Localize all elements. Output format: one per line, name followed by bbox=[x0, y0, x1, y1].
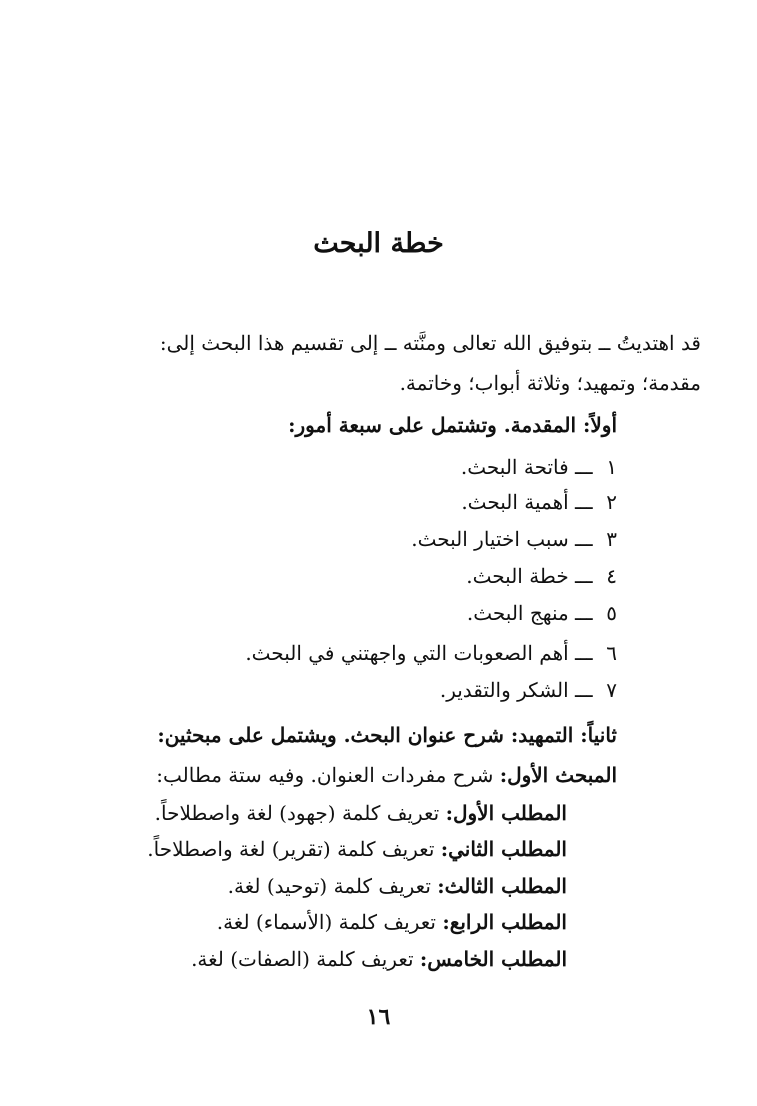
matlab-item bbox=[217, 907, 567, 937]
matlab-text: تعريف كلمة (توحيد) لغة. bbox=[227, 874, 431, 898]
matlab-label: المطلب الثالث: bbox=[437, 874, 567, 898]
matlab-label: المطلب الأول: bbox=[445, 801, 567, 825]
matlab-label: المطلب الثاني: bbox=[440, 837, 567, 861]
item-text: خطة البحث. bbox=[466, 564, 569, 588]
mabhath-text: شرح مفردات العنوان. وفيه ستة مطالب: bbox=[156, 763, 494, 787]
list-item: ٣ ـــ سبب اختيار البحث. bbox=[411, 524, 617, 554]
mabhath-label: المبحث الأول: bbox=[499, 763, 617, 787]
list-item: ١ ـــ فاتحة البحث. bbox=[461, 452, 617, 482]
list-item: ٢ ـــ أهمية البحث. bbox=[461, 487, 617, 517]
item-number: ٥ bbox=[606, 601, 617, 625]
matlab-text: تعريف كلمة (تقرير) لغة واصطلاحاً. bbox=[147, 837, 435, 861]
page-title: خطة البحث bbox=[313, 228, 444, 259]
item-text: منهج البحث. bbox=[466, 601, 569, 625]
item-number: ٦ bbox=[606, 641, 617, 665]
item-number: ٢ bbox=[606, 490, 617, 514]
item-text: فاتحة البحث. bbox=[460, 455, 569, 479]
mabhath-1 bbox=[156, 760, 617, 790]
list-item: ٥ ـــ منهج البحث. bbox=[467, 598, 617, 628]
item-number: ٧ bbox=[606, 678, 617, 702]
item-number: ٣ bbox=[606, 527, 617, 551]
list-item: ٤ ـــ خطة البحث. bbox=[466, 561, 617, 591]
matlab-item bbox=[155, 798, 567, 828]
matlab-text: تعريف كلمة (الأسماء) لغة. bbox=[216, 910, 436, 934]
list-item: ٦ ـــ أهم الصعوبات التي واجهتني في البحث. bbox=[245, 638, 617, 668]
intro-line-1: قد اهتديتُ ــ بتوفيق الله تعالى ومنَّته ــ إلى تقسيم هذا البحث إلى: bbox=[159, 331, 701, 355]
matlab-label: المطلب الرابع: bbox=[442, 910, 567, 934]
item-text: أهم الصعوبات التي واجهتني في البحث. bbox=[245, 641, 569, 665]
matlab-text: تعريف كلمة (الصفات) لغة. bbox=[191, 947, 414, 971]
page-number: ١٦ bbox=[366, 1004, 391, 1030]
item-text: الشكر والتقدير. bbox=[439, 678, 569, 702]
matlab-item bbox=[228, 871, 567, 901]
list-item: ٧ ـــ الشكر والتقدير. bbox=[440, 675, 617, 705]
item-number: ١ bbox=[606, 455, 617, 479]
section2-heading: ثانياً: التمهيد: شرح عنوان البحث. ويشتمل على مبحثين: bbox=[157, 723, 617, 747]
matlab-item bbox=[191, 944, 567, 974]
matlab-item bbox=[147, 834, 567, 864]
matlab-text: تعريف كلمة (جهود) لغة واصطلاحاً. bbox=[154, 801, 440, 825]
intro-line-2: مقدمة؛ وتمهيد؛ وثلاثة أبواب؛ وخاتمة. bbox=[399, 371, 701, 395]
section1-heading: أولاً: المقدمة. وتشتمل على سبعة أمور: bbox=[288, 413, 617, 437]
matlab-label: المطلب الخامس: bbox=[419, 947, 567, 971]
item-text: سبب اختيار البحث. bbox=[411, 527, 569, 551]
item-text: أهمية البحث. bbox=[461, 490, 569, 514]
item-number: ٤ bbox=[606, 564, 617, 588]
